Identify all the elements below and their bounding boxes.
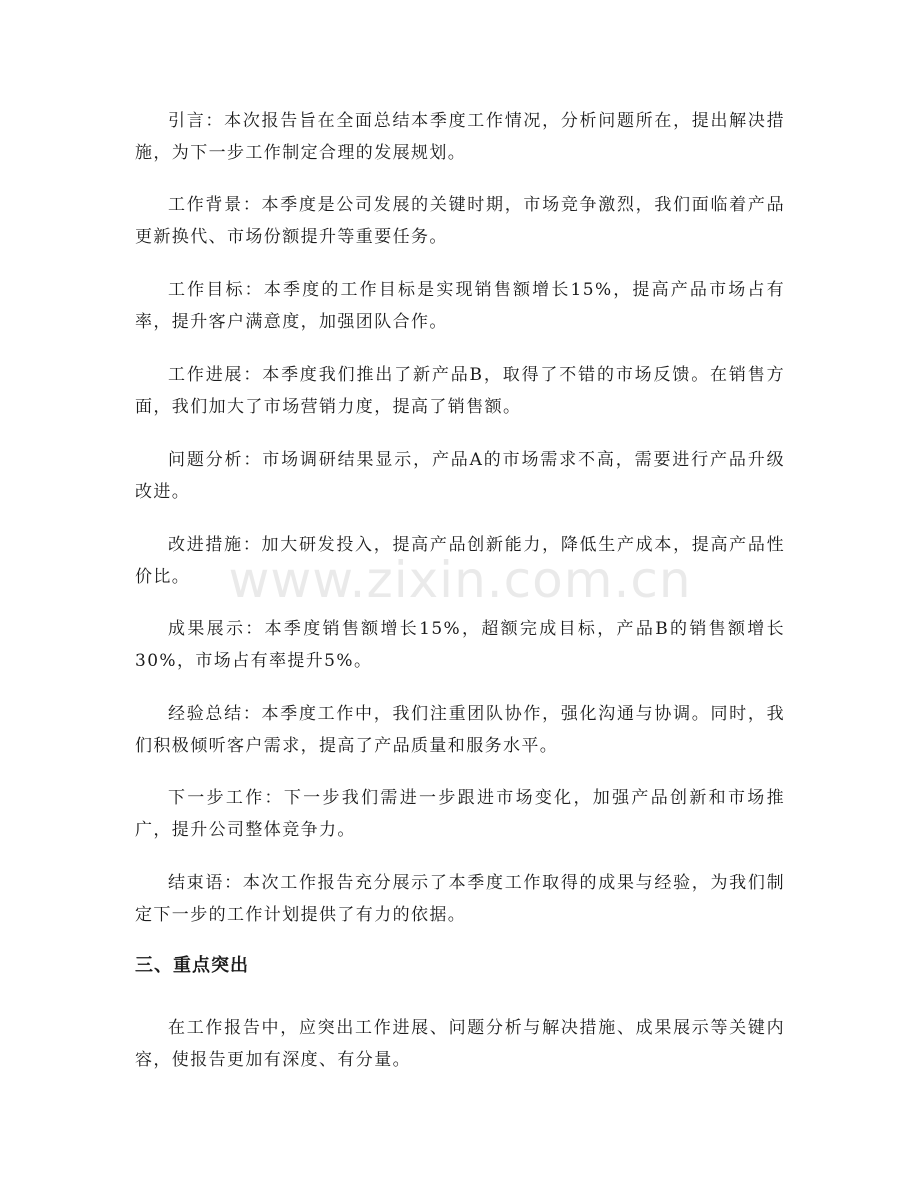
paragraph-improvements: 改进措施：加大研发投入，提高产品创新能力，降低生产成本，提高产品性价比。	[135, 535, 785, 587]
paragraph-introduction: 引言：本次报告旨在全面总结本季度工作情况，分析问题所在，提出解决措施，为下一步工作制定合理的发展规划。	[135, 111, 785, 163]
paragraph-lessons: 经验总结：本季度工作中，我们注重团队协作，强化沟通与协调。同时，我们积极倾听客户需求，提高了产品质量和服务水平。	[135, 704, 785, 756]
document-page	[135, 0, 785, 1191]
paragraph-results: 成果展示：本季度销售额增长15%，超额完成目标，产品B的销售额增长30%，市场占有率提升5%。	[135, 619, 785, 671]
paragraph-problem-analysis: 问题分析：市场调研结果显示，产品A的市场需求不高，需要进行产品升级改进。	[135, 450, 785, 502]
paragraph-next-steps: 下一步工作：下一步我们需进一步跟进市场变化，加强产品创新和市场推广，提升公司整体竞争力。	[135, 788, 785, 840]
paragraph-background: 工作背景：本季度是公司发展的关键时期，市场竞争激烈，我们面临着产品更新换代、市场份额提升等重要任务。	[135, 195, 785, 247]
paragraph-section-body: 在工作报告中，应突出工作进展、问题分析与解决措施、成果展示等关键内容，使报告更加有深度、有分量。	[135, 1018, 785, 1070]
paragraph-goals: 工作目标：本季度的工作目标是实现销售额增长15%，提高产品市场占有率，提升客户满意度，加强团队合作。	[135, 280, 785, 332]
paragraph-progress: 工作进展：本季度我们推出了新产品B，取得了不错的市场反馈。在销售方面，我们加大了市场营销力度，提高了销售额。	[135, 365, 785, 417]
section-heading: 三、重点突出	[135, 955, 249, 976]
watermark: www.zixin.com.cn	[228, 551, 692, 609]
paragraph-conclusion: 结束语：本次工作报告充分展示了本季度工作取得的成果与经验，为我们制定下一步的工作计划提供了有力的依据。	[135, 873, 785, 925]
